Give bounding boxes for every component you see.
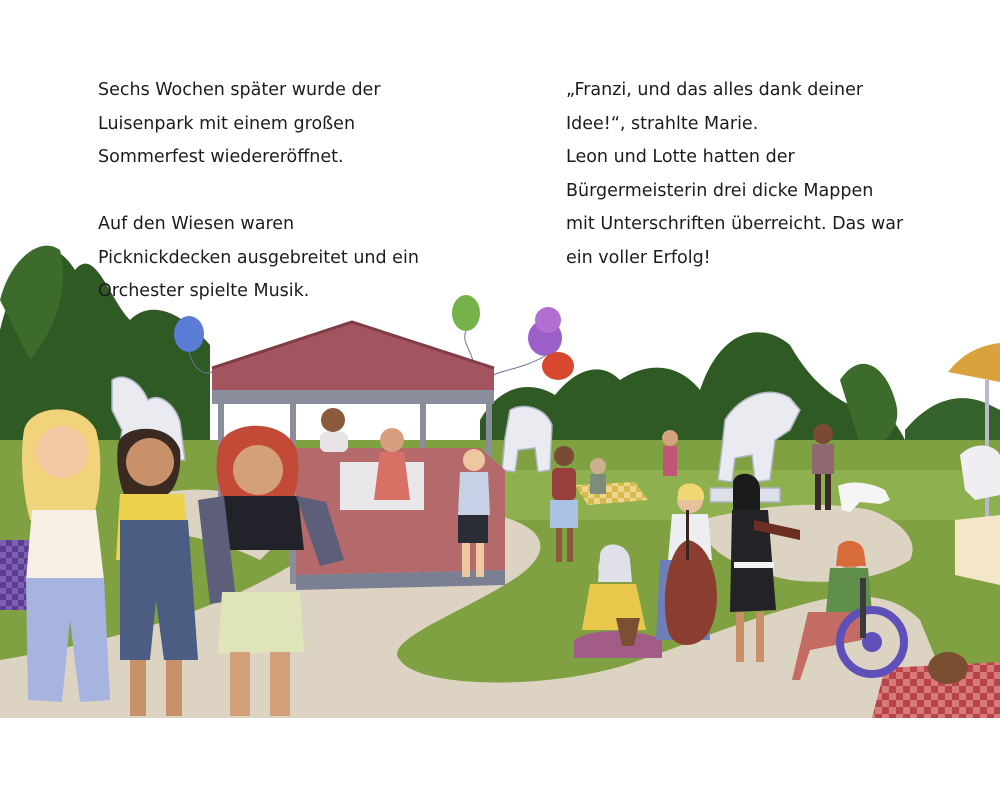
- paragraph: [566, 74, 946, 275]
- text-line: Luisenpark mit einem großen: [98, 113, 356, 134]
- picnic-basket: [928, 652, 968, 684]
- paragraph: [98, 74, 478, 175]
- text-line: Orchester spielte Musik.: [98, 281, 310, 301]
- text-line: Bürgermeisterin drei dicke Mappen: [566, 180, 874, 201]
- bottom-margin: [0, 718, 1000, 800]
- text-line: Leon und Lotte hatten der: [566, 147, 795, 167]
- text-line: Sechs Wochen später wurde der: [98, 80, 381, 100]
- story-text-left-column: [98, 74, 478, 309]
- text-line: Auf den Wiesen waren: [98, 214, 295, 234]
- text-line: Picknickdecken ausgebreitet und ein: [98, 247, 419, 268]
- text-line: mit Unterschriften überreicht. Das war: [566, 214, 904, 234]
- text-line: Idee!“, strahlte Marie.: [566, 113, 759, 134]
- text-line: „Franzi, und das alles dank deiner: [566, 80, 864, 100]
- text-line: ein voller Erfolg!: [566, 247, 711, 268]
- paragraph: [98, 208, 478, 309]
- story-text-right-column: [566, 74, 946, 275]
- text-line: Sommerfest wiedereröffnet.: [98, 147, 344, 167]
